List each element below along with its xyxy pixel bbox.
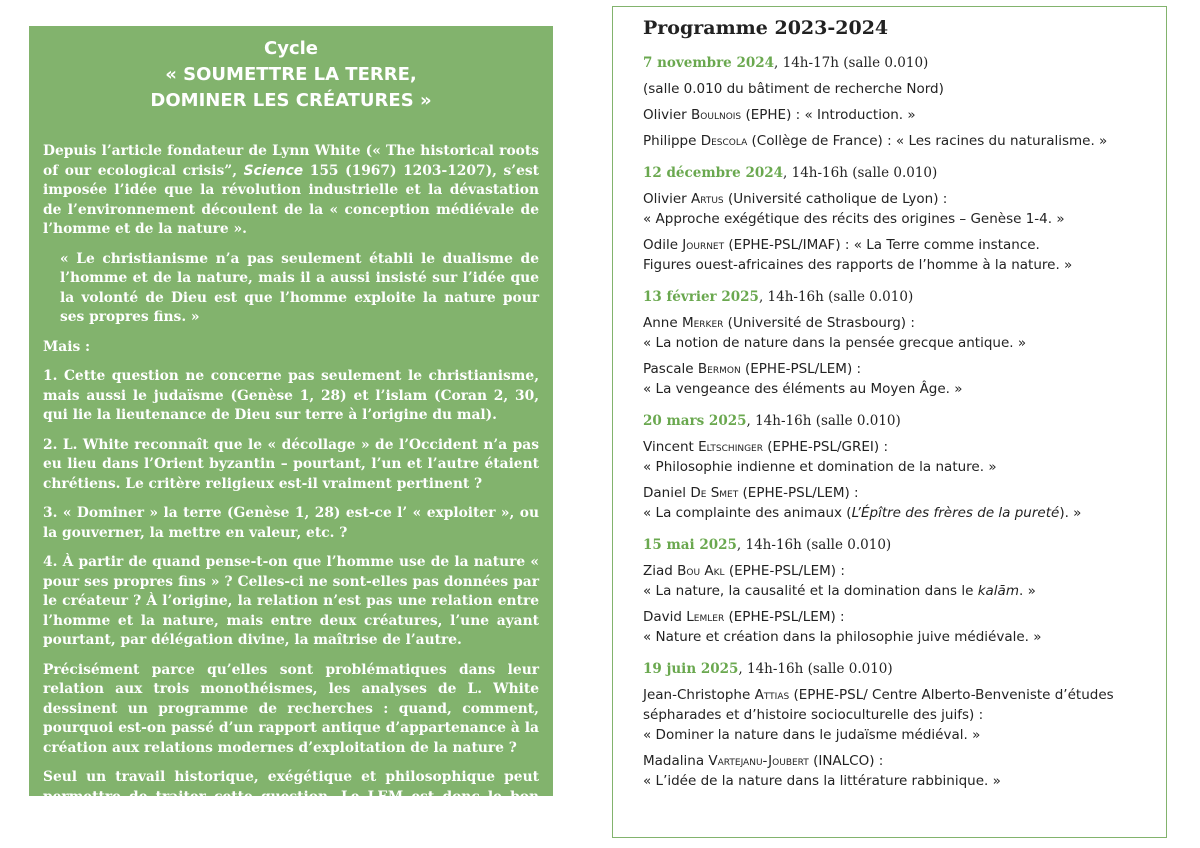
session-date: 19 juin 2025, 14h-16h (salle 0.010) [643,661,893,677]
talk-title: « La notion de nature dans la pensée grecque antique. » [643,335,1027,351]
point-1: 1. Cette question ne concerne pas seulement le christianisme, mais aussi le judaïsme (Genèse 1, 28) et l’islam (Coran 2, 30, qui lie la lieutenance de Dieu sur terre à l’origine du mal). [43,368,539,423]
talk-entry: Jean-Christophe Attias (EPHE-PSL/ Centre Alberto-Benveniste d’études [643,687,1114,703]
talk-title: Figures ouest-africaines des rapports de l’homme à la nature. » [643,257,1073,273]
talk-entry: Madalina Vartejanu-Joubert (INALCO) : [643,753,884,769]
programme-panel [612,6,1167,838]
session-date: 12 décembre 2024, 14h-16h (salle 0.010) [643,165,938,181]
precisement-paragraph: Précisément parce qu’elles sont problématiques dans leur relation aux trois monothéismes, les analyses de L. White dessinent un programme de recherches : quand, comment, pourquoi est-on passé d’un rapport antique d’appartenance à la création aux relations modernes d’exploitation de la nature ? [43,661,539,756]
talk-title: « Philosophie indienne et domination de la nature. » [643,459,997,475]
talk-title: « Dominer la nature dans le judaïsme médiéval. » [643,727,981,743]
talk-entry: Pascale Bermon (EPHE-PSL/LEM) : [643,361,862,377]
cycle-title-line1: « SOUMETTRE LA TERRE, [165,64,417,85]
cycle-label: Cycle [264,38,318,59]
cycle-panel [29,26,553,824]
talk-title: « L’idée de la nature dans la littérature rabbinique. » [643,773,1001,789]
talk-affiliation: sépharades et d’histoire socioculturelle des juifs) : [643,707,984,723]
talk-entry: David Lemler (EPHE-PSL/LEM) : [643,609,845,625]
session-date: 13 février 2025, 14h-16h (salle 0.010) [643,289,914,305]
point-2: 2. L. White reconnaît que le « décollage » de l’Occident n’a pas eu lieu dans l’Orient byzantin – pourtant, l’un et l’autre étaient chrétiens. Le critère religieux est-il vraiment pertinent ? [43,436,539,492]
talk-title: « Nature et création dans la philosophie juive médiévale. » [643,629,1042,645]
talk-entry: Vincent Eltschinger (EPHE-PSL/GREI) : [643,439,889,455]
intro-paragraph: Depuis l’article fondateur de Lynn White (« The historical roots of our ecological crisis”, Science 155 (1967) 1203-1207), s’est imposée l’idée que la révolution industrielle et la dévastation de l’environnement découlent de la « conception médiévale de l’homme et de la nature ». [43,143,539,237]
talk-title: « La vengeance des éléments au Moyen Âge. » [643,381,963,397]
mais-label: Mais : [43,338,91,355]
session-date: 15 mai 2025, 14h-16h (salle 0.010) [643,537,892,553]
point-4: 4. À partir de quand pense-t-on que l’homme use de la nature « pour ses propres fins » ? Celles-ci ne sont-elles pas données par le créateur ? À l’origine, la relation n’est pas une relation entre l’homme et la nature, mais entre deux créatures, l’une ayant pourtant, par délégation divine, la maîtrise de l’autre. [43,554,539,648]
talk-title: « La nature, la causalité et la domination dans le kalām. » [643,583,1036,599]
cycle-title-line2: DOMINER LES CRÉATURES » [150,90,432,111]
point-3: 3. « Dominer » la terre (Genèse 1, 28) est-ce l’ « exploiter », ou la gouverner, la mettre en valeur, etc. ? [43,505,539,541]
talk-entry: Odile Journet (EPHE-PSL/IMAF) : « La Terre comme instance. [643,237,1040,253]
programme-title: Programme 2023-2024 [643,17,889,39]
talk-title: « La complainte des animaux (L’Épître des frères de la pureté). » [643,505,1082,521]
session-date: 7 novembre 2024, 14h-17h (salle 0.010) [643,55,929,71]
talk-entry: Ziad Bou Akl (EPHE-PSL/LEM) : [643,563,845,579]
talk-entry: Olivier Boulnois (EPHE) : « Introduction. » [643,107,916,123]
session-note: (salle 0.010 du bâtiment de recherche Nord) [643,81,944,97]
talk-entry: Philippe Descola (Collège de France) : « Les racines du naturalisme. » [643,133,1108,149]
session-date: 20 mars 2025, 14h-16h (salle 0.010) [643,413,901,429]
talk-entry: Olivier Artus (Université catholique de Lyon) : [643,191,948,207]
talk-entry: Daniel De Smet (EPHE-PSL/LEM) : [643,485,859,501]
talk-entry: Anne Merker (Université de Strasbourg) : [643,315,915,331]
conclusion-paragraph: Seul un travail historique, exégétique et philosophique peut permettre de traiter cette question. Le LEM est donc le bon endroit pour mener cette étude. [43,769,539,824]
white-quote: « Le christianisme n’a pas seulement établi le dualisme de l’homme et de la nature, mais il a aussi insisté sur l’idée que la volonté de Dieu est que l’homme exploite la nature pour ses propres fins. » [60,250,539,325]
talk-title: « Approche exégétique des récits des origines – Genèse 1-4. » [643,211,1065,227]
